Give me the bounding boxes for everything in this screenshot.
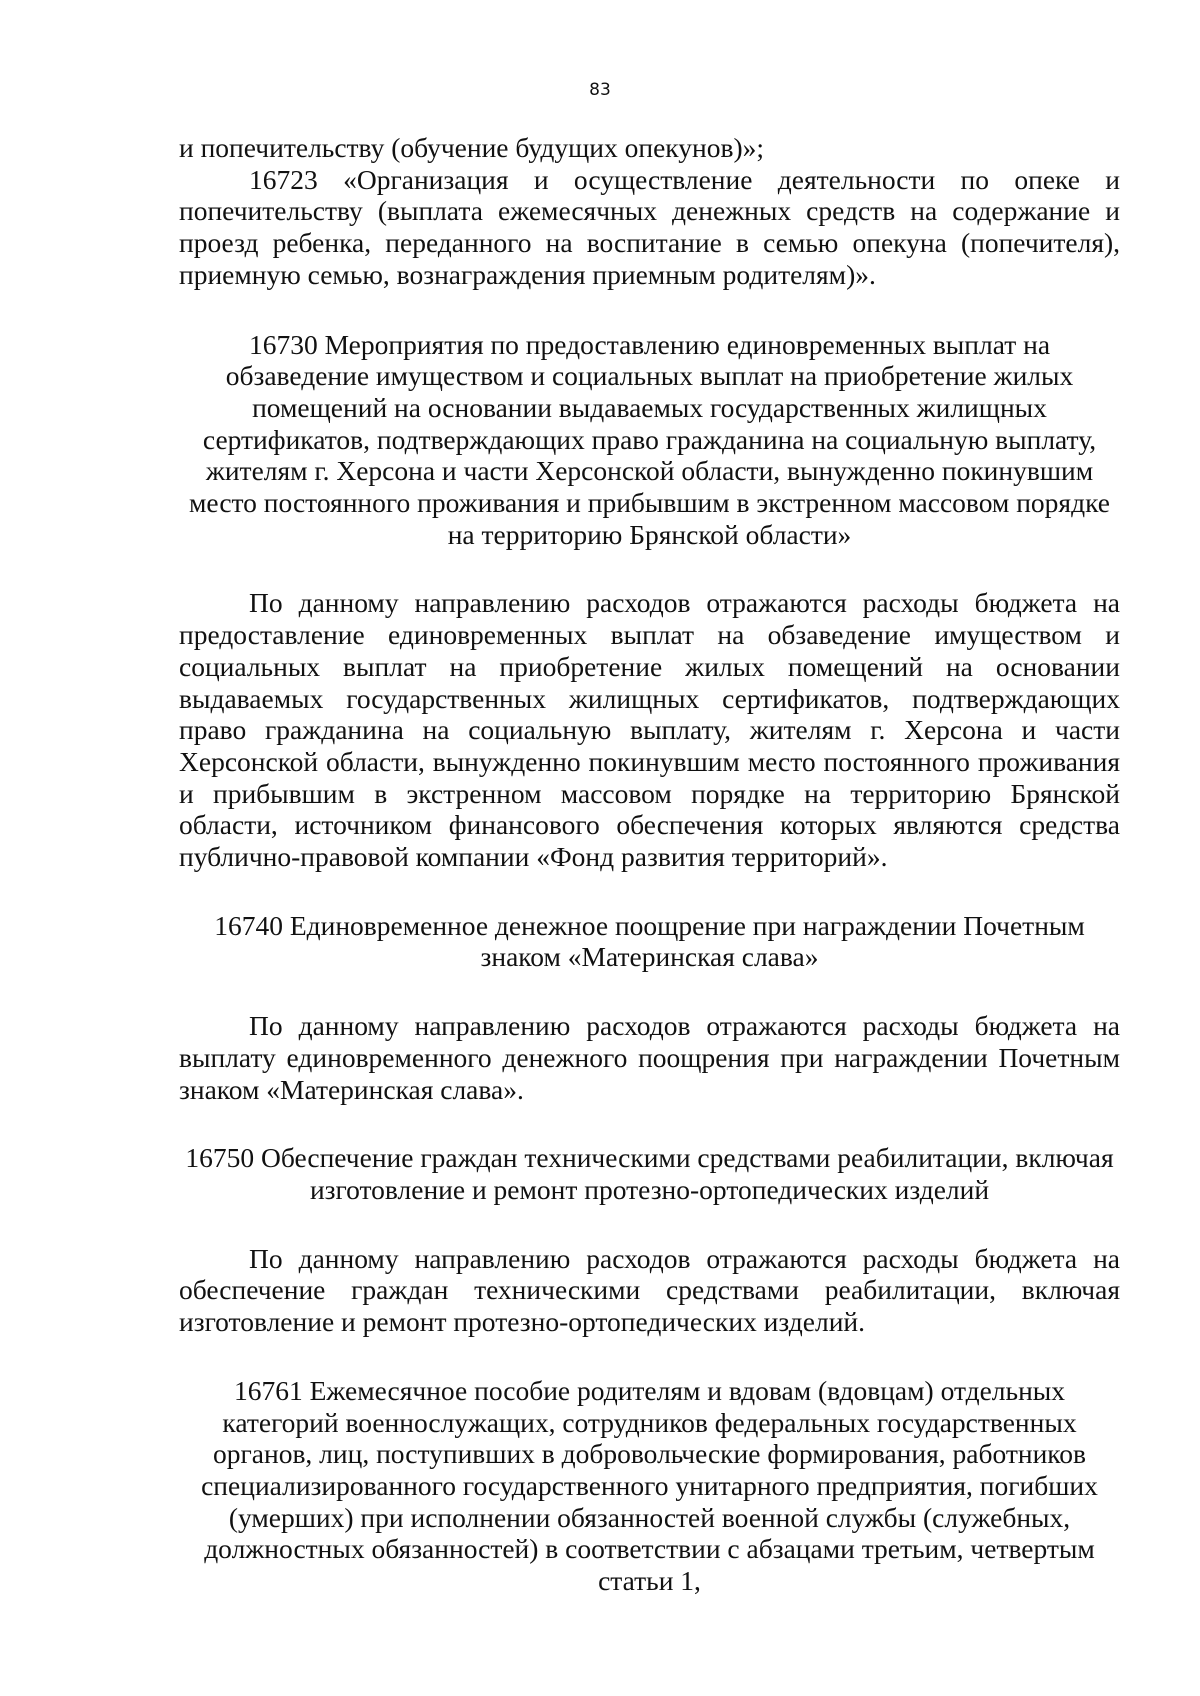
- section-heading-16730: 16730 Мероприятия по предоставлению единовременных выплат на обзаведение имуществом и социальных выплат на приобретение жилых помещений на основании выдаваемых государственных жилищных сертификатов, подтверждающих право гражданина на социальную выплату, жителям г. Херсона и части Херсонской области, вынужденно покинувшим место постоянного проживания и прибывшим в экстренном массовом порядке на территорию Брянской области»: [189, 328, 1110, 550]
- page-number: 83: [589, 80, 611, 100]
- paragraph-16723: 16723 «Организация и осуществление деятельности по опеке и попечительству (выплата ежемесячных денежных средств на содержание и проезд ребенка, переданного на воспитание в семью опекуна (попечителя), приемную семью, вознаграждения приемным родителям)».: [179, 163, 1120, 290]
- paragraph-16750: По данному направлению расходов отражаются расходы бюджета на обеспечение граждан техническими средствами реабилитации, включая изготовление и ремонт протезно-ортопедических изделий.: [179, 1242, 1120, 1338]
- section-heading-16761: 16761 Ежемесячное пособие родителям и вдовам (вдовцам) отдельных категорий военнослужащих, сотрудников федеральных государственных органов, лиц, поступивших в добровольческие формирования, работников специализированного государственного унитарного предприятия, погибших (умерших) при исполнении обязанностей военной службы (служебных, должностных обязанностей) в соответствии с абзацами третьим, четвертым статьи 1,: [201, 1374, 1098, 1597]
- section-heading-16740: 16740 Единовременное денежное поощрение при награждении Почетным знаком «Материнская слава»: [214, 909, 1085, 973]
- paragraph-16740: По данному направлению расходов отражаются расходы бюджета на выплату единовременного денежного поощрения при награждении Почетным знаком «Материнская слава».: [179, 1010, 1120, 1105]
- document-body: [179, 132, 1120, 1597]
- paragraph-continuation: и попечительству (обучение будущих опекунов)»;: [179, 132, 764, 163]
- paragraph-16730: По данному направлению расходов отражаются расходы бюджета на предоставление единовременных выплат на обзаведение имуществом и социальных выплат на приобретение жилых помещений на основании выдаваемых государственных жилищных сертификатов, подтверждающих право гражданина на социальную выплату, жителям г. Херсона и части Херсонской области, вынужденно покинувшим место постоянного проживания и прибывшим в экстренном массовом порядке на территорию Брянской области, источником финансового обеспечения которых являются средства публично-правовой компании «Фонд развития территорий».: [179, 587, 1120, 873]
- section-heading-16750: 16750 Обеспечение граждан техническими средствами реабилитации, включая изготовление и ремонт протезно-ортопедических изделий: [185, 1142, 1114, 1205]
